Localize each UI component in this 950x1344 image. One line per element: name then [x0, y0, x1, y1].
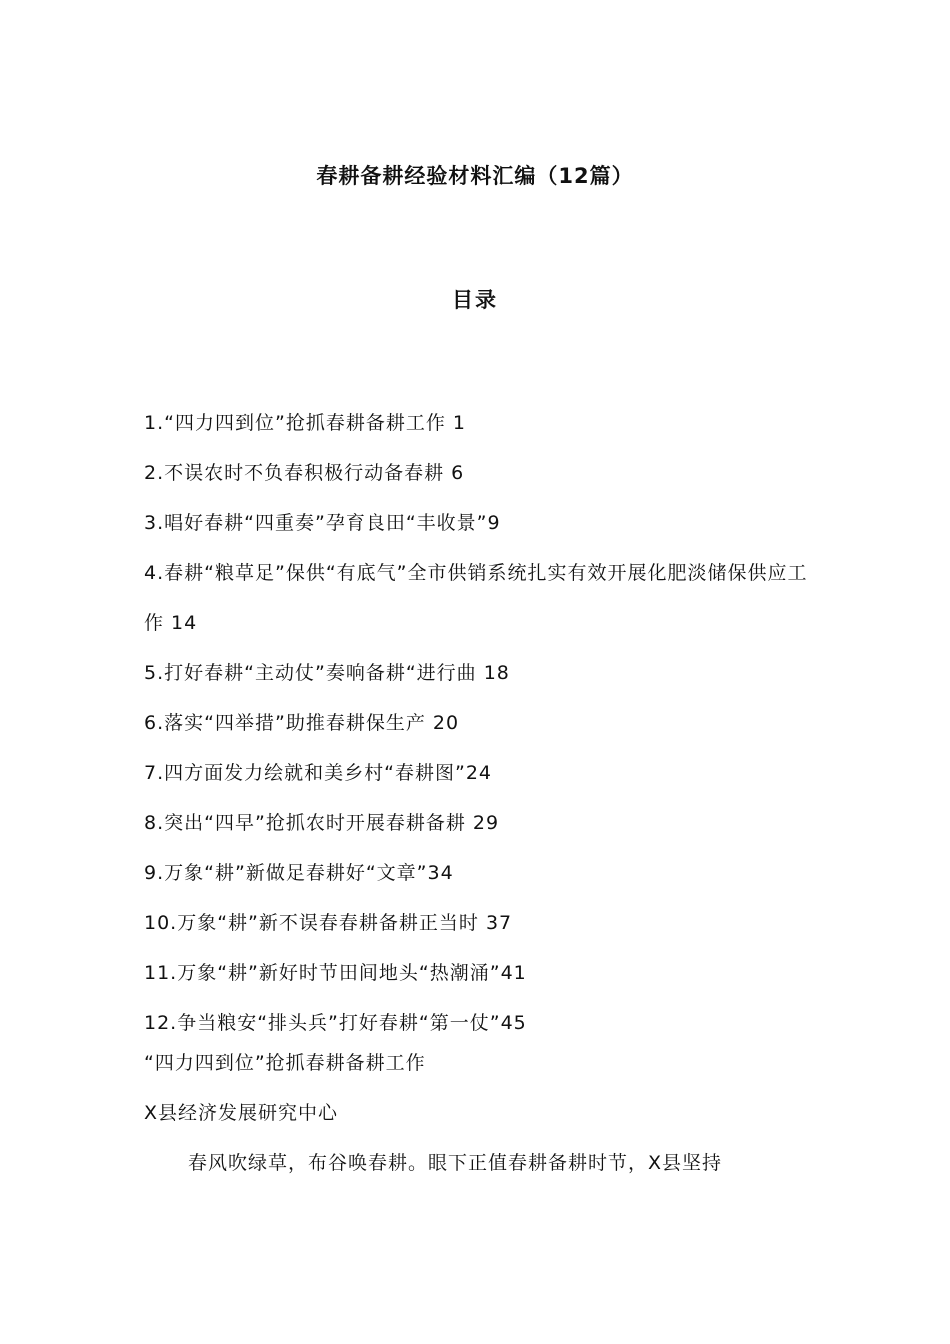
- article-body: [144, 1038, 814, 1188]
- toc-item-8[interactable]: 8.突出“四早”抢抓农时开展春耕备耕 29: [144, 812, 500, 834]
- toc-item-7[interactable]: 7.四方面发力绘就和美乡村“春耕图”24: [144, 762, 492, 784]
- toc-item-6[interactable]: 6.落实“四举措”助推春耕保生产 20: [144, 712, 460, 734]
- toc-item-11[interactable]: 11.万象“耕”新好时节田间地头“热潮涌”41: [144, 962, 527, 984]
- article-author: X县经济发展研究中心: [144, 1102, 339, 1124]
- toc-item-3[interactable]: 3.唱好春耕“四重奏”孕育良田“丰收景”9: [144, 512, 501, 534]
- toc-item-1[interactable]: 1.“四力四到位”抢抓春耕备耕工作 1: [144, 412, 466, 434]
- toc-item-12[interactable]: 12.争当粮安“排头兵”打好春耕“第一仗”45: [144, 1012, 527, 1034]
- toc-heading: 目录: [452, 288, 498, 312]
- document-title: 春耕备耕经验材料汇编（12篇）: [316, 164, 634, 188]
- table-of-contents: [144, 398, 814, 1048]
- toc-item-9[interactable]: 9.万象“耕”新做足春耕好“文章”34: [144, 862, 454, 884]
- toc-item-2[interactable]: 2.不误农时不负春积极行动备春耕 6: [144, 462, 465, 484]
- article-paragraph: 春风吹绿草，布谷唤春耕。眼下正值春耕备耕时节，X县坚持: [188, 1152, 723, 1174]
- article-title: “四力四到位”抢抓春耕备耕工作: [144, 1052, 426, 1074]
- toc-item-5[interactable]: 5.打好春耕“主动仗”奏响备耕“进行曲 18: [144, 662, 510, 684]
- toc-item-4[interactable]: 4.春耕“粮草足”保供“有底气”全市供销系统扎实有效开展化肥淡储保供应工作 14: [144, 562, 808, 634]
- toc-item-10[interactable]: 10.万象“耕”新不误春春耕备耕正当时 37: [144, 912, 513, 934]
